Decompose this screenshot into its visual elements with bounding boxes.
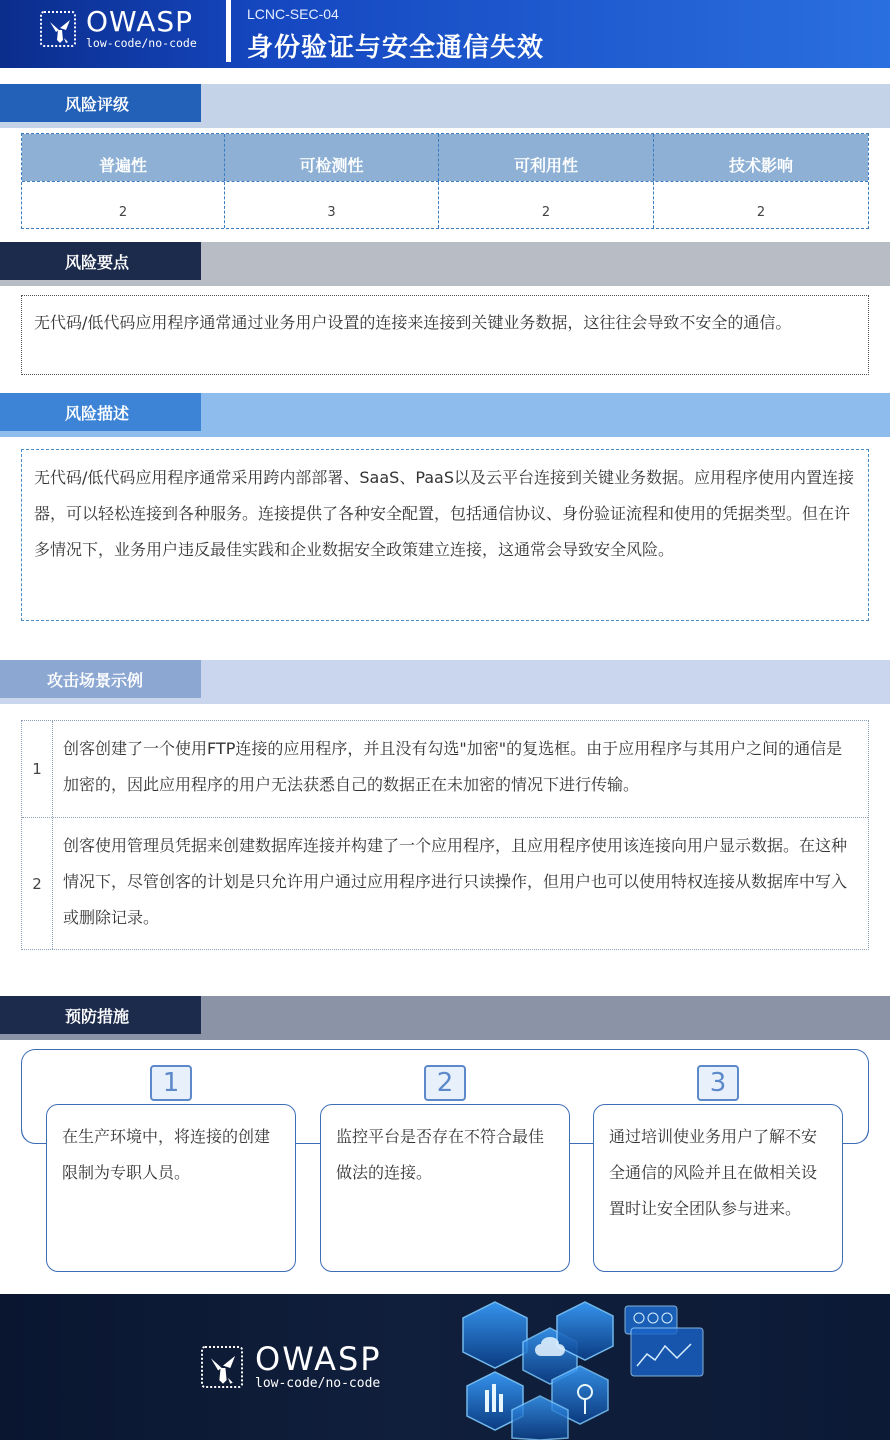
section-bar-fill bbox=[201, 242, 890, 286]
table-header-row bbox=[22, 134, 868, 181]
table-row bbox=[22, 181, 868, 228]
section-label: 风险评级 bbox=[0, 84, 201, 122]
table-cell: 2 bbox=[756, 204, 766, 220]
tech-hexagon-illustration bbox=[455, 1300, 715, 1440]
wasp-icon bbox=[46, 16, 74, 44]
table-cell: 2 bbox=[439, 182, 654, 228]
table-cell: 2 bbox=[22, 182, 225, 228]
section-label: 风险描述 bbox=[0, 393, 201, 431]
scenario-number: 2 bbox=[22, 818, 53, 949]
column-header: 可检测性 bbox=[225, 134, 439, 181]
section-bar-risk-rating bbox=[0, 84, 890, 128]
section-bar-risk-description bbox=[0, 393, 890, 437]
column-header: 普遍性 bbox=[22, 134, 225, 181]
section-label: 预防措施 bbox=[0, 996, 201, 1034]
footer-wordmark: OWASP bbox=[255, 1340, 382, 1378]
prevention-card: 通过培训使业务用户了解不安全通信的风险并且在做相关设置时让安全团队参与进来。 bbox=[593, 1104, 843, 1272]
section-bar-fill bbox=[201, 393, 890, 437]
table-cell: 3 bbox=[225, 182, 439, 228]
header-banner bbox=[0, 0, 890, 68]
section-bar-fill bbox=[201, 996, 890, 1040]
step-number-badge: 2 bbox=[424, 1065, 466, 1101]
table-row bbox=[22, 817, 868, 949]
risk-rating-table bbox=[21, 133, 869, 229]
wasp-icon bbox=[206, 1351, 240, 1385]
step-number-badge: 3 bbox=[697, 1065, 739, 1101]
page-title: 身份验证与安全通信失效 bbox=[247, 33, 545, 63]
header-divider bbox=[226, 0, 231, 62]
section-bar-fill bbox=[201, 660, 890, 704]
prevention-card: 监控平台是否存在不符合最佳做法的连接。 bbox=[320, 1104, 570, 1272]
section-bar-attack-scenarios bbox=[0, 660, 890, 704]
logo-frame bbox=[40, 11, 76, 47]
footer-owasp-logo bbox=[201, 1342, 382, 1391]
owasp-logo bbox=[40, 7, 197, 51]
section-bar-fill bbox=[201, 84, 890, 128]
scenario-text: 创客使用管理员凭据来创建数据库连接并构建了一个应用程序，且应用程序使用该连接向用户显示数据。在这种情况下，尽管创客的计划是只允许用户通过应用程序进行只读操作，但用户也可以使用特权连接从数据库中写入或删除记录。 bbox=[63, 836, 848, 927]
section-label: 攻击场景示例 bbox=[0, 660, 201, 698]
attack-scenarios-table bbox=[21, 720, 869, 950]
section-bar-risk-points bbox=[0, 242, 890, 286]
step-number-badge: 1 bbox=[150, 1065, 192, 1101]
scenario-text: 创客创建了一个使用FTP连接的应用程序，并且没有勾选"加密"的复选框。由于应用程序与其用户之间的通信是加密的，因此应用程序的用户无法获悉自己的数据正在未加密的情况下进行传输。 bbox=[63, 739, 843, 794]
logo-wordmark: OWASP bbox=[86, 5, 194, 38]
footer-subtitle: low-code/no-code bbox=[255, 1376, 381, 1391]
column-header: 可利用性 bbox=[439, 134, 654, 181]
logo-subtitle: low-code/no-code bbox=[86, 36, 197, 50]
section-bar-prevention bbox=[0, 996, 890, 1040]
footer-banner bbox=[0, 1294, 890, 1440]
column-header: 技术影响 bbox=[728, 156, 793, 175]
table-row bbox=[22, 721, 868, 817]
scenario-number: 1 bbox=[22, 721, 53, 817]
risk-description-text: 无代码/低代码应用程序通常采用跨内部部署、SaaS、PaaS以及云平台连接到关键业务数据。应用程序使用内置连接器，可以轻松连接到各种服务。连接提供了各种安全配置，包括通信协议、身份验证流程和使用的凭据类型。但在许多情况下，业务用户违反最佳实践和企业数据安全政策建立连接，这通常会导致安全风险。 bbox=[21, 449, 869, 621]
risk-points-text: 无代码/低代码应用程序通常通过业务用户设置的连接来连接到关键业务数据，这往往会导致不安全的通信。 bbox=[21, 295, 869, 375]
document-code: LCNC-SEC-04 bbox=[247, 6, 339, 22]
logo-frame bbox=[201, 1346, 243, 1388]
prevention-card: 在生产环境中，将连接的创建限制为专职人员。 bbox=[46, 1104, 296, 1272]
section-label: 风险要点 bbox=[0, 242, 201, 280]
